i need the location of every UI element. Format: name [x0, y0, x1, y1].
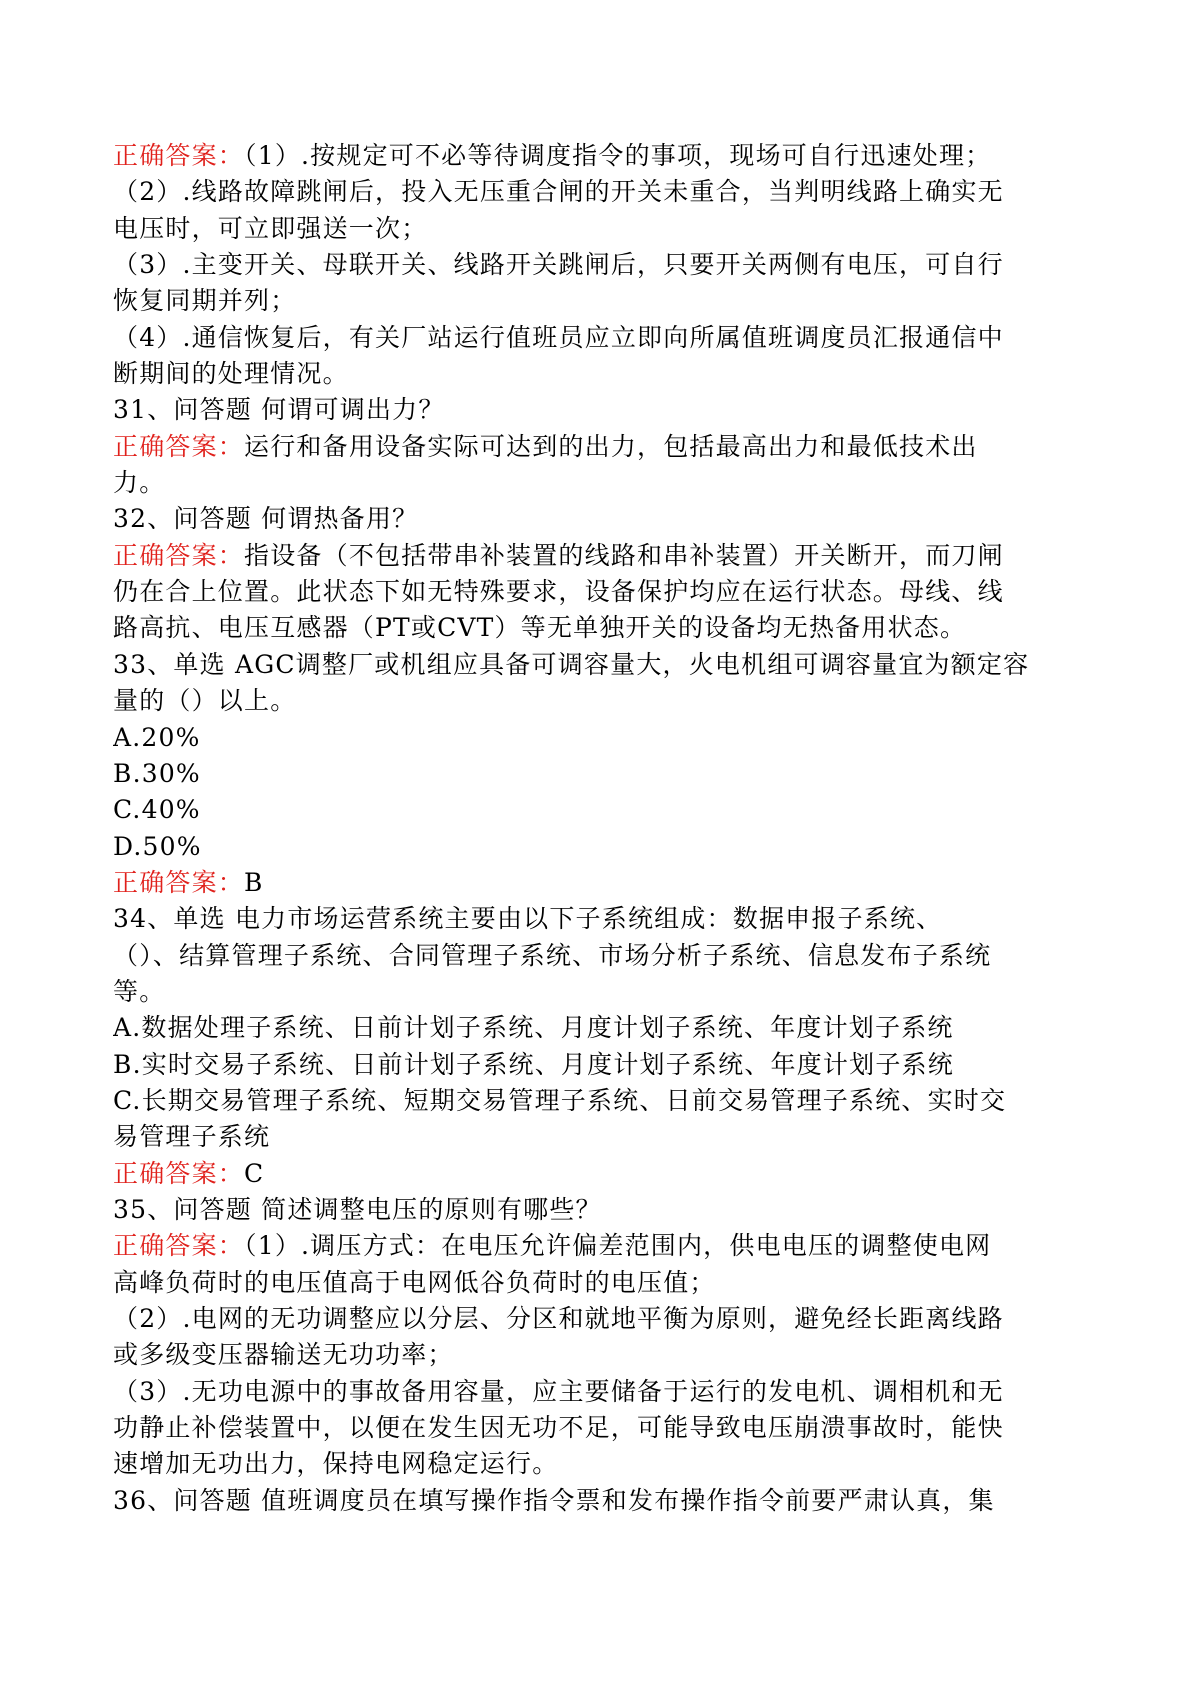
line-text: 等。: [113, 976, 166, 1006]
answer-line: [113, 538, 1073, 574]
answer-label: 正确答案：: [113, 540, 245, 570]
line-text: 34、单选 电力市场运营系统主要由以下子系统组成：数据申报子系统、: [113, 904, 943, 934]
line-text: 或多级变压器输送无功功率；: [113, 1340, 454, 1370]
text-line: [113, 1374, 1073, 1410]
line-text: C.长期交易管理子系统、短期交易管理子系统、日前交易管理子系统、实时交: [113, 1085, 1007, 1115]
line-text: （3）.主变开关、母联开关、线路开关跳闸后，只要开关两侧有电压，可自行: [113, 250, 1004, 280]
text-line: [113, 1301, 1073, 1337]
line-text: 电压时，可立即强送一次；: [113, 213, 428, 243]
line-text: 速增加无功出力，保持电网稳定运行。: [113, 1449, 559, 1479]
line-text: 功静止补偿装置中，以便在发生因无功不足，可能导致电压崩溃事故时，能快: [113, 1413, 1004, 1443]
line-text: A.20%: [113, 722, 201, 752]
line-text: 35、问答题 简述调整电压的原则有哪些？: [113, 1194, 602, 1224]
text-line: [113, 1483, 1073, 1519]
text-line: [113, 1047, 1073, 1083]
answer-label: 正确答案：: [113, 1231, 245, 1261]
line-text: 恢复同期并列；: [113, 286, 297, 316]
line-text: B.实时交易子系统、日前计划子系统、月度计划子系统、年度计划子系统: [113, 1049, 954, 1079]
text-line: [113, 283, 1073, 319]
line-text: A.数据处理子系统、日前计划子系统、月度计划子系统、年度计划子系统: [113, 1013, 954, 1043]
line-text: （2）.电网的无功调整应以分层、分区和就地平衡为原则，避免经长距离线路: [113, 1304, 1004, 1333]
text-line: [113, 1265, 1073, 1301]
line-text: B: [244, 867, 264, 897]
text-line: [113, 1192, 1073, 1228]
line-text: 路高抗、电压互感器（PT或CVT）等无单独开关的设备均无热备用状态。: [113, 613, 967, 643]
answer-label: 正确答案：: [113, 867, 245, 897]
line-text: 高峰负荷时的电压值高于电网低谷负荷时的电压值；: [113, 1267, 716, 1297]
line-text: 仍在合上位置。此状态下如无特殊要求，设备保护均应在运行状态。母线、线: [113, 577, 1004, 607]
text-line: [113, 720, 1073, 756]
line-text: B.30%: [113, 758, 201, 788]
line-text: （1）.调压方式：在电压允许偏差范围内，供电电压的调整使电网: [244, 1231, 992, 1261]
text-line: [113, 756, 1073, 792]
text-line: [113, 683, 1073, 719]
document-body: [113, 138, 1073, 1519]
text-line: [113, 211, 1073, 247]
text-line: [113, 392, 1073, 428]
line-text: D.50%: [113, 831, 202, 861]
text-line: [113, 647, 1073, 683]
line-text: 断期间的处理情况。: [113, 359, 349, 389]
line-text: 31、问答题 何谓可调出力？: [113, 395, 445, 425]
answer-line: [113, 1156, 1073, 1192]
text-line: [113, 501, 1073, 537]
line-text: 易管理子系统: [113, 1122, 271, 1152]
text-line: [113, 320, 1073, 356]
text-line: [113, 1119, 1073, 1155]
text-line: [113, 829, 1073, 865]
answer-line: [113, 429, 1073, 465]
line-text: C.40%: [113, 795, 201, 825]
line-text: C: [244, 1158, 265, 1188]
text-line: [113, 1083, 1073, 1119]
line-text: （3）.无功电源中的事故备用容量，应主要储备于运行的发电机、调相机和无: [113, 1376, 1004, 1406]
answer-label: 正确答案：: [113, 1158, 245, 1188]
text-line: [113, 574, 1073, 610]
line-text: 量的（）以上。: [113, 686, 297, 716]
text-line: [113, 901, 1073, 937]
text-line: [113, 1446, 1073, 1482]
text-line: [113, 356, 1073, 392]
text-line: [113, 247, 1073, 283]
text-line: [113, 938, 1073, 974]
line-text: 33、单选 AGC调整厂或机组应具备可调容量大，火电机组可调容量宜为额定容: [113, 649, 1030, 679]
line-text: 指设备（不包括带串补装置的线路和串补装置）开关断开，而刀闸: [244, 540, 1004, 570]
text-line: [113, 465, 1073, 501]
text-line: [113, 174, 1073, 210]
line-text: （1）.按规定可不必等待调度指令的事项，现场可自行迅速处理；: [244, 141, 992, 170]
line-text: 32、问答题 何谓热备用？: [113, 504, 419, 534]
line-text: （2）.线路故障跳闸后，投入无压重合闸的开关未重合，当判明线路上确实无: [113, 177, 1004, 207]
answer-label: 正确答案：: [113, 141, 245, 170]
answer-line: [113, 138, 1073, 174]
answer-line: [113, 1228, 1073, 1264]
text-line: [113, 1337, 1073, 1373]
text-line: [113, 610, 1073, 646]
line-text: （4）.通信恢复后，有关厂站运行值班员应立即向所属值班调度员汇报通信中: [113, 322, 1004, 352]
line-text: 36、问答题 值班调度员在填写操作指令票和发布操作指令前要严肃认真，集: [113, 1485, 995, 1515]
text-line: [113, 1010, 1073, 1046]
answer-label: 正确答案：: [113, 431, 245, 461]
line-text: （）、结算管理子系统、合同管理子系统、市场分析子系统、信息发布子系统: [113, 940, 992, 970]
line-text: 运行和备用设备实际可达到的出力，包括最高出力和最低技术出: [244, 431, 978, 461]
line-text: 力。: [113, 468, 166, 498]
text-line: [113, 1410, 1073, 1446]
text-line: [113, 792, 1073, 828]
answer-line: [113, 865, 1073, 901]
text-line: [113, 974, 1073, 1010]
